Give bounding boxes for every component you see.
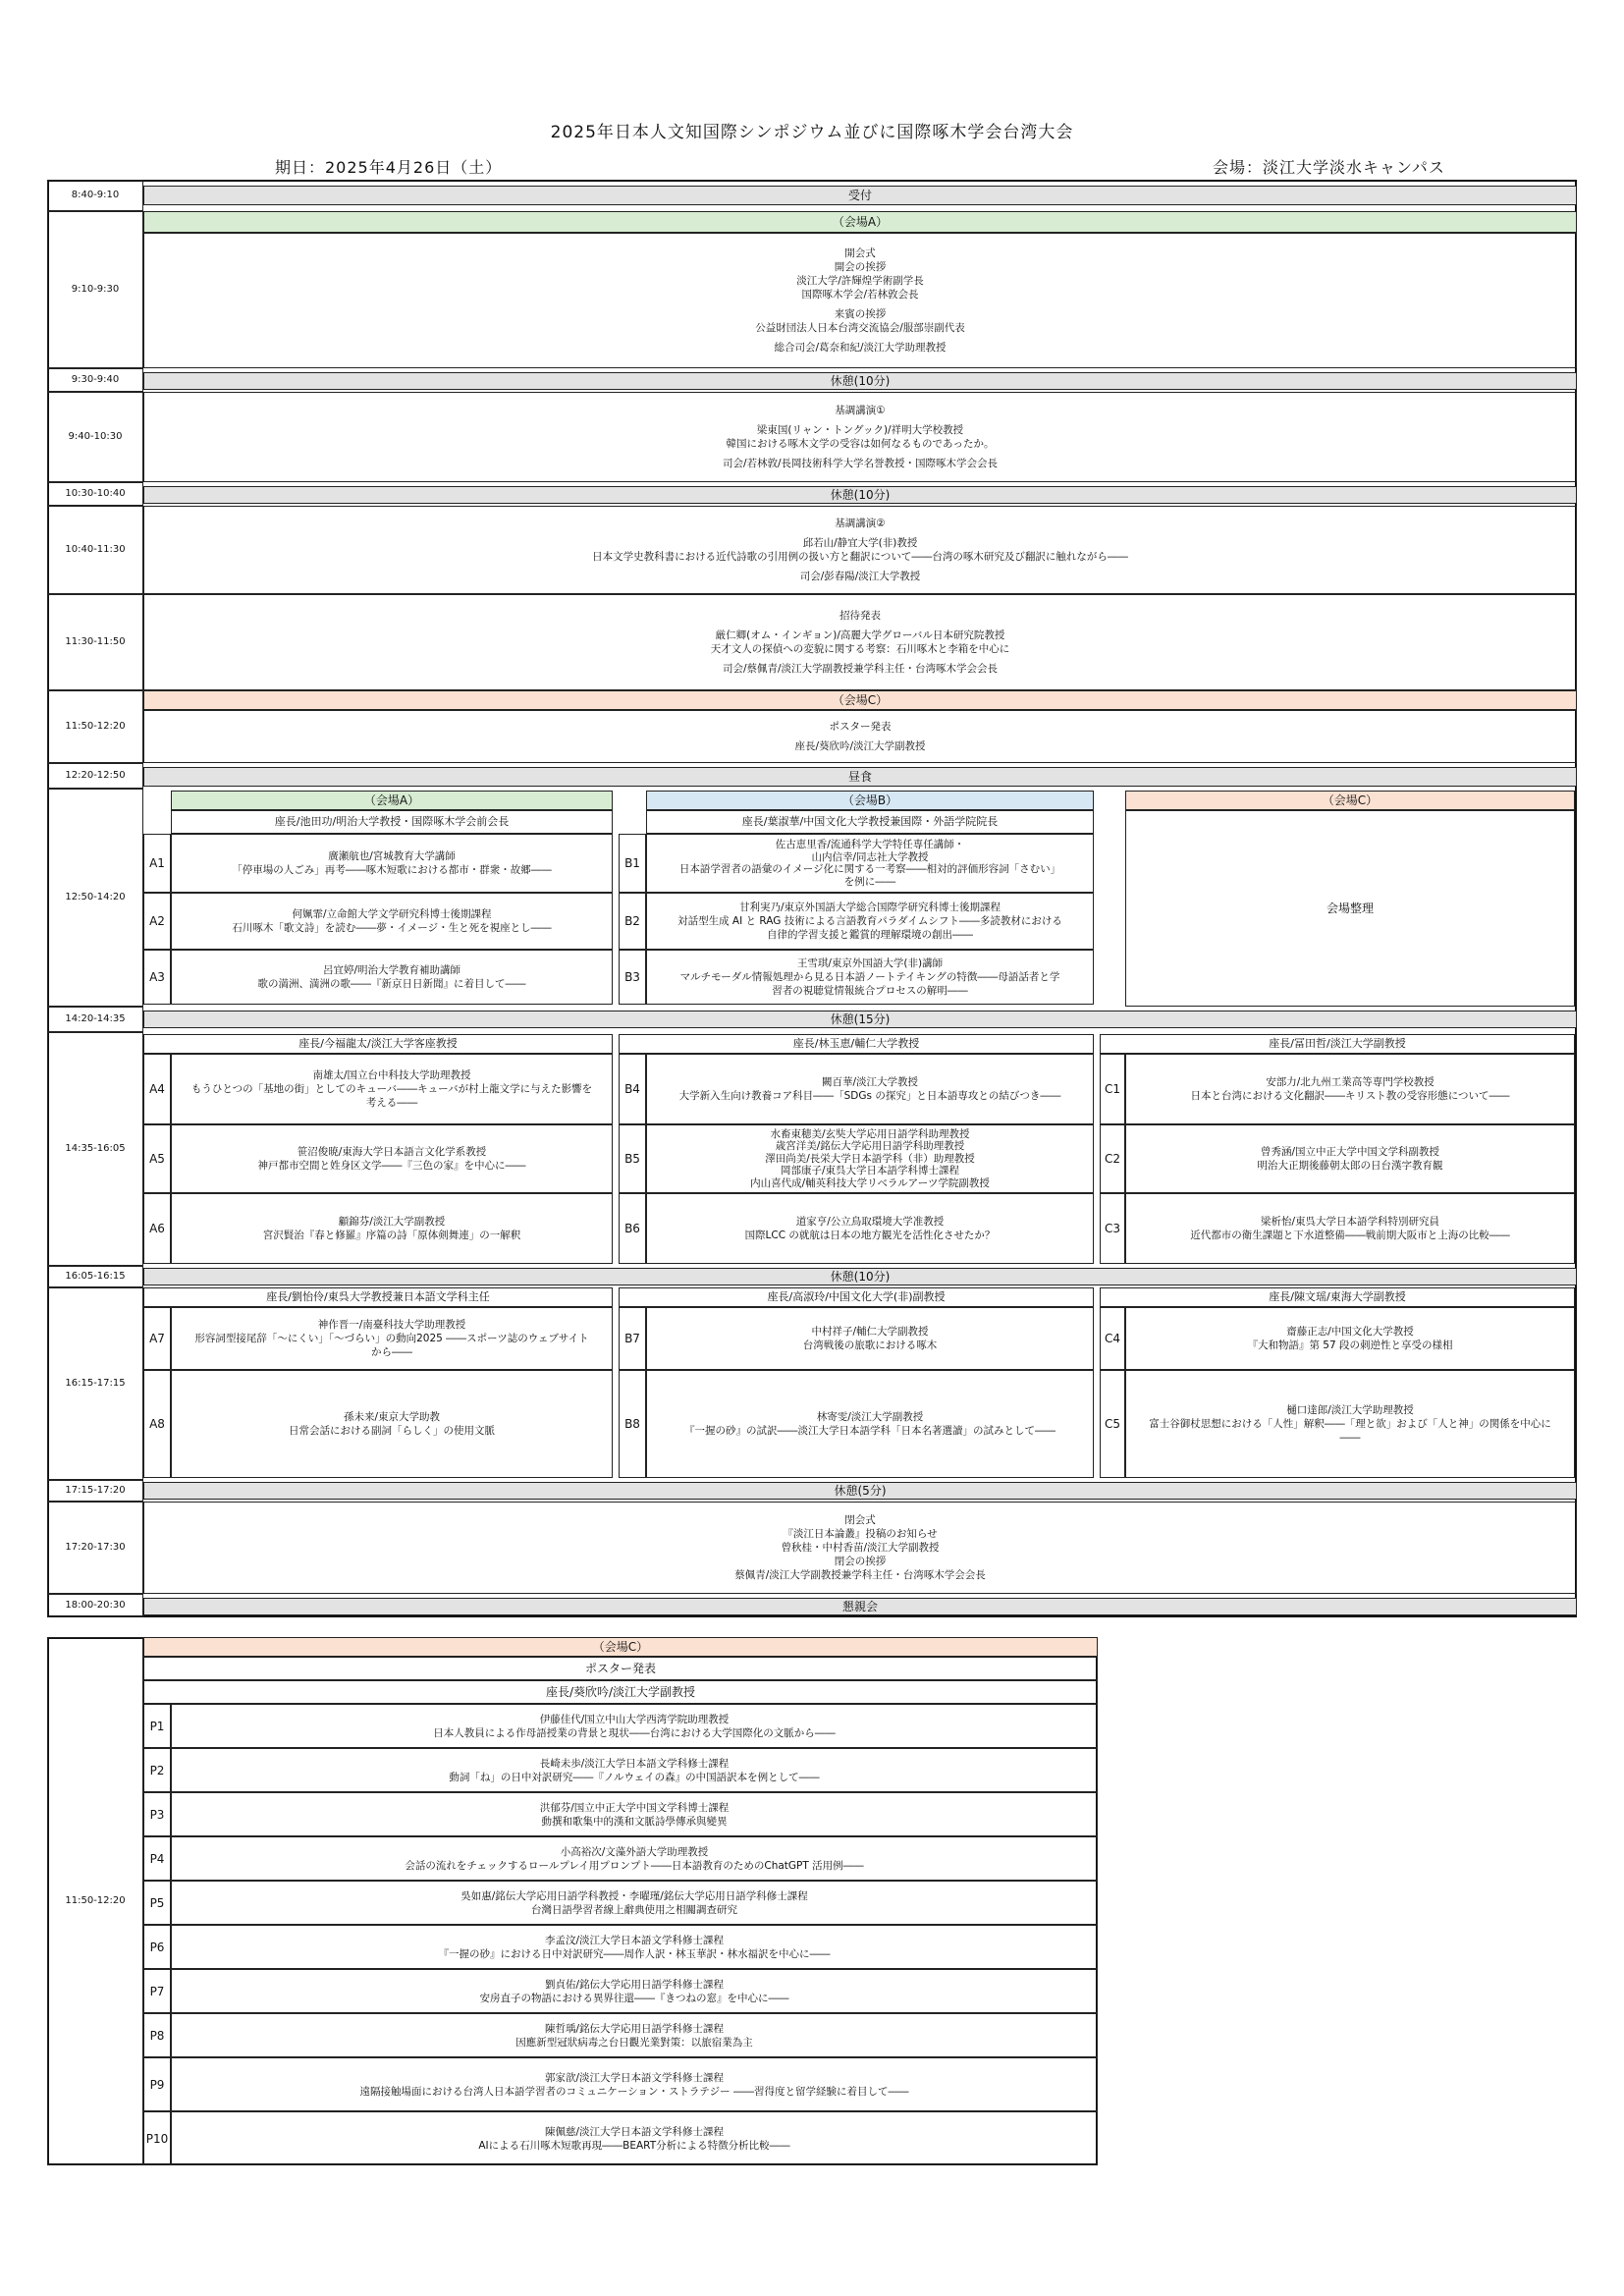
paper-author: 梁析怡/東呉大学日本語学科特別研究員	[1260, 1216, 1440, 1228]
paper-entry	[1125, 1124, 1575, 1193]
poster-entry	[171, 1748, 1098, 1792]
paper-entry	[171, 1054, 613, 1124]
closing-line: 曾秋桂・中村香苗/淡江大学副教授	[781, 1542, 940, 1554]
poster-author: 長崎未歩/淡江大学日本語文学科修士課程	[539, 1757, 730, 1770]
break-row: 休憩(5分)	[143, 1482, 1577, 1500]
paper-entry	[171, 893, 613, 950]
paper-author: 佐古恵里香/流通科学大学特任専任講師・	[775, 839, 965, 850]
session-chair: 座長/葉淑華/中国文化大学教授兼国際・外語学院院長	[646, 810, 1094, 834]
paper-author: 曾秀涵/国立中正大学中国文学科副教授	[1260, 1146, 1440, 1158]
paper-entry	[646, 1054, 1094, 1124]
paper-entry	[171, 1307, 613, 1370]
paper-code: B8	[619, 1370, 646, 1478]
paper-entry	[1125, 1054, 1575, 1124]
poster-topic: 動撰和歌集中的漢和文脈詩學傳承與變異	[541, 1815, 728, 1828]
opening-line: 総合司会/葛奈和紀/淡江大学助理教授	[774, 342, 947, 354]
paper-entry	[646, 834, 1094, 893]
time-cell: 9:30-9:40	[47, 368, 143, 392]
paper-author: 顧錦芬/淡江大学副教授	[338, 1216, 446, 1228]
paper-author: 廣瀬航也/宮城教育大学講師	[328, 850, 456, 862]
poster-code: P7	[143, 1969, 171, 2013]
poster-author: 陳哲瑀/銘伝大学応用日語学科修士課程	[544, 2022, 725, 2035]
paper-code: A2	[143, 893, 171, 950]
paper-author: 何姵霏/立命館大学文学研究科博士後期課程	[292, 908, 492, 920]
paper-entry	[171, 1370, 613, 1478]
paper-code: A8	[143, 1370, 171, 1478]
poster-topic: 安房直子の物語における異界往還――『きつねの窓』を中心に――	[479, 1992, 789, 2004]
poster-code: P8	[143, 2013, 171, 2057]
paper-entry	[171, 1193, 613, 1264]
paper-title: 歌の満洲、満洲の歌――『新京日日新聞』に着目して――	[257, 978, 526, 990]
time-cell: 8:40-9:10	[47, 180, 143, 211]
keynote-1	[143, 392, 1577, 482]
paper-code: C2	[1100, 1124, 1125, 1193]
break-row: 休憩(10分)	[143, 486, 1577, 504]
paper-code: A4	[143, 1054, 171, 1124]
paper-title: 神戸都市空間と姓身区文学――『三色の家』を中心に――	[257, 1160, 526, 1172]
session-chair: 座長/劉怡伶/東呉大学教授兼日本語文学科主任	[143, 1287, 613, 1307]
room-c-header: （会場C）	[1125, 791, 1575, 810]
paper-author: 内山喜代成/輔英科技大学リベラルアーツ学院副教授	[750, 1176, 990, 1189]
paper-code: B7	[619, 1307, 646, 1370]
paper-author: 水畜東穂美/玄奘大学応用日語学科助理教授	[770, 1127, 970, 1140]
poster-author: 陳佩慈/淡江大学日本語文学科修士課程	[544, 2125, 725, 2138]
paper-author: 安部力/北九州工業高等専門学校教授	[1266, 1076, 1435, 1088]
keynote-2	[143, 506, 1577, 594]
poster-topic: 因應新型冠狀病毒之台日觀光業對策：以旅宿業為主	[515, 2036, 753, 2049]
poster-code: P9	[143, 2057, 171, 2111]
keynote-chair: 司会/彭春陽/淡江大学教授	[799, 571, 921, 582]
poster-author: 郭家歆/淡江大学日本語文学科修士課程	[544, 2071, 725, 2084]
poster-chair: 座長/葵欣吟/淡江大学副教授	[143, 1680, 1098, 1704]
paper-entry	[1125, 1370, 1575, 1478]
time-cell: 17:20-17:30	[47, 1502, 143, 1594]
time-cell: 14:20-14:35	[47, 1007, 143, 1032]
time-cell: 10:40-11:30	[47, 506, 143, 594]
paper-author: 闕百華/淡江大学教授	[821, 1076, 919, 1088]
paper-title: 日常会話における副詞「らしく」の使用文脈	[289, 1425, 495, 1437]
paper-entry	[646, 893, 1094, 950]
poster-topic: 日本人教員による作母語授業の背景と現状――台湾における大学国際化の文脈から――	[433, 1726, 836, 1739]
poster-entry	[171, 1925, 1098, 1969]
poster-chair: 座長/葵欣吟/淡江大学副教授	[794, 740, 926, 752]
opening-line: 公益財団法人日本台湾交流協会/服部崇副代表	[755, 322, 965, 334]
paper-author: 岡部康子/東呉大学日本語学科博士課程	[780, 1165, 960, 1177]
poster-author: 洪郁芬/国立中正大学中国文学科博士課程	[539, 1801, 730, 1814]
paper-title: 『大和物語』第 57 段の刺逆性と享受の様相	[1247, 1339, 1453, 1351]
poster-code: P1	[143, 1704, 171, 1748]
paper-author: 樋口達郎/淡江大学助理教授	[1286, 1404, 1414, 1416]
opening-ceremony	[143, 233, 1577, 368]
poster-entry	[171, 1704, 1098, 1748]
paper-title: から――	[371, 1346, 412, 1358]
poster-topic: 動詞「ね」の日中対訳研究――『ノルウェイの森』の中国語訳本を例として――	[449, 1771, 820, 1783]
poster-author: 吳如惠/銘伝大学応用日語学科教授・李曜瑾/銘伝大学応用日語学科修士課程	[460, 1889, 808, 1902]
poster-code: P10	[143, 2111, 171, 2165]
room-a-header: （会場A）	[143, 211, 1577, 233]
paper-title: を例に――	[843, 875, 896, 888]
keynote-title: 基調講演①	[835, 405, 886, 416]
poster-code: P4	[143, 1836, 171, 1881]
paper-author: 呂宜婷/明治大学教育補助講師	[322, 964, 461, 976]
paper-entry	[1125, 1307, 1575, 1370]
opening-line: 国際啄木学会/若林敦会長	[801, 289, 919, 301]
paper-author: 歳宮洋美/銘伝大学応用日語学科助理教授	[775, 1140, 965, 1153]
time-cell: 16:05-16:15	[47, 1266, 143, 1287]
poster-entry	[171, 1881, 1098, 1925]
keynote-chair: 司会/若林敦/長岡技術科学大学名誉教授・国際啄木学会会長	[722, 458, 999, 469]
invited-topic: 天才文人の探偵への変貌に関する考察：石川啄木と李箱を中心に	[710, 643, 1010, 655]
session-chair: 座長/高淑玲/中国文化大学(非)副教授	[619, 1287, 1094, 1307]
poster-topic: 会話の流れをチェックするロールプレイ用プロンプト――日本語教育のためのChatGPT 活用例――	[405, 1859, 864, 1872]
paper-code: B3	[619, 950, 646, 1005]
paper-entry	[646, 1124, 1094, 1193]
closing-line: 『淡江日本論叢』投稿のお知らせ	[783, 1528, 938, 1540]
poster-entry	[171, 1969, 1098, 2013]
paper-code: B2	[619, 893, 646, 950]
paper-code: A5	[143, 1124, 171, 1193]
paper-code: A7	[143, 1307, 171, 1370]
paper-code: C4	[1100, 1307, 1125, 1370]
opening-line: 来賓の挨拶	[834, 308, 887, 320]
room-a-header: （会場A）	[171, 791, 613, 810]
paper-title: 石川啄木「歌文詩」を読む――夢・イメージ・生と死を視座とし――	[232, 922, 552, 934]
poster-code: P5	[143, 1881, 171, 1925]
event-date: 期日：2025年4月26日（土）	[275, 158, 503, 177]
paper-entry	[1125, 1193, 1575, 1264]
invited-title: 招待発表	[839, 610, 881, 622]
invited-talk	[143, 594, 1577, 690]
paper-author: 神作晋一/南臺科技大学助理教授	[317, 1319, 466, 1331]
paper-author: 笹沼俊暁/東海大学日本語言文化学系教授	[297, 1146, 487, 1158]
time-cell: 12:50-14:20	[47, 789, 143, 1007]
paper-code: B4	[619, 1054, 646, 1124]
paper-entry	[646, 1370, 1094, 1478]
paper-title: 形容詞型接尾辞「～にくい」「～づらい」の動向2025 ――スポーツ誌のウェブサイト	[194, 1333, 589, 1344]
keynote-topic: 日本文学史教科書における近代詩歌の引用例の扱い方と翻訳について――台湾の啄木研究及び翻訳に触れながら――	[592, 551, 1128, 563]
paper-code: A3	[143, 950, 171, 1005]
poster-entry	[171, 2111, 1098, 2165]
poster-title: ポスター発表	[143, 1657, 1098, 1680]
poster-topic: AIによる石川啄木短歌再現――BEART分析による特徴分析比較――	[478, 2139, 790, 2152]
paper-code: B6	[619, 1193, 646, 1264]
paper-code: A1	[143, 834, 171, 893]
room-c-note: 会場整理	[1125, 810, 1575, 1007]
paper-title: 近代都市の衛生課題と下水道整備――戦前期大阪市と上海の比較――	[1190, 1230, 1510, 1241]
poster-code: P2	[143, 1748, 171, 1792]
paper-title: 日本語学習者の語彙のイメージ化に関する一考察――相対的評価形容詞「さむい」	[678, 863, 1061, 875]
time-cell: 14:35-16:05	[47, 1032, 143, 1266]
paper-entry	[171, 1124, 613, 1193]
paper-author: 齋藤正志/中国文化大学教授	[1286, 1326, 1414, 1338]
poster-session	[143, 710, 1577, 763]
poster-author: 伊藤佳代/国立中山大学西湾学院助理教授	[539, 1713, 730, 1725]
time-cell: 17:15-17:20	[47, 1480, 143, 1502]
paper-code: C5	[1100, 1370, 1125, 1478]
paper-author: 道家亨/公立鳥取環境大学准教授	[795, 1216, 945, 1228]
room-c-header: （会場C）	[143, 1637, 1098, 1657]
poster-code: P3	[143, 1792, 171, 1836]
closing-line: 蔡佩青/淡江大学副教授兼学科主任・台湾啄木学会会長	[734, 1569, 986, 1581]
keynote-topic: 韓国における啄木文学の受容は如何なるものであったか。	[726, 438, 995, 450]
paper-title: もうひとつの「基地の街」としてのキューバ――キューバが村上龍文学に与えた影響を	[190, 1083, 593, 1095]
break-row: 休憩(10分)	[143, 1268, 1577, 1285]
paper-author: 中村祥子/輔仁大学副教授	[811, 1326, 929, 1338]
paper-title: 「停車場の人ごみ」再考――啄木短歌における都市・群衆・故郷――	[232, 864, 552, 876]
room-c-header: （会場C）	[143, 690, 1577, 710]
paper-title: 大学新入生向け教養コア科目――「SDGs の探究」と日本語専攻との結びつき――	[678, 1090, 1061, 1102]
paper-author: 澤田尚美/長栄大学日本語学科（非）助理教授	[765, 1152, 975, 1165]
paper-title: 国際LCC の就航は日本の地方観光を活性化させたか？	[744, 1230, 996, 1241]
break-row: 休憩(10分)	[143, 372, 1577, 390]
closing-ceremony	[143, 1502, 1577, 1594]
time-cell: 12:20-12:50	[47, 763, 143, 789]
paper-title: マルチモーダル情報処理から見る日本語ノートテイキングの特徴――母語話者と学	[679, 971, 1060, 983]
session-chair: 座長/今福龍太/淡江大学客座教授	[143, 1034, 613, 1054]
poster-author: 李孟汶/淡江大学日本語文学科修士課程	[544, 1934, 725, 1946]
paper-entry	[171, 834, 613, 893]
paper-code: C3	[1100, 1193, 1125, 1264]
break-row: 休憩(15分)	[143, 1011, 1577, 1028]
paper-entry	[646, 1307, 1094, 1370]
poster-title: ポスター発表	[829, 721, 892, 733]
session-chair: 座長/冨田哲/淡江大学副教授	[1100, 1034, 1575, 1054]
keynote-speaker: 梁東国(リャン・トングック)/祥明大学校教授	[756, 424, 964, 436]
poster-entry	[171, 1836, 1098, 1881]
invited-speaker: 厳仁卿(オム・インギョン)/高麗大学グローバル日本研究院教授	[715, 629, 1005, 641]
closing-line: 閉会の挨拶	[834, 1556, 887, 1567]
poster-entry	[171, 2057, 1098, 2111]
invited-chair: 司会/蔡佩青/淡江大学副教授兼学科主任・台湾啄木学会会長	[722, 663, 999, 675]
paper-title: 対話型生成 AI と RAG 技術による言語教育パラダイムシフト――多読教材における	[677, 915, 1062, 927]
poster-topic: 台灣日語學習者線上辭典使用之相關調查研究	[531, 1903, 737, 1916]
opening-line: 淡江大学/許輝煌学術副学長	[796, 275, 924, 287]
paper-title: 『一握の砂』の試訳――淡江大学日本語学科「日本名著選讀」の試みとして――	[684, 1425, 1056, 1437]
reception-row: 受付	[143, 186, 1577, 205]
time-cell: 16:15-17:15	[47, 1287, 143, 1480]
paper-title: 自律的学習支援と鑑賞的理解環境の創出――	[767, 929, 973, 941]
paper-author: 山内信幸/同志社大学教授	[811, 850, 929, 863]
time-cell: 11:50-12:20	[47, 1637, 143, 2165]
paper-code: C1	[1100, 1054, 1125, 1124]
paper-entry	[171, 950, 613, 1005]
time-cell: 11:50-12:20	[47, 690, 143, 763]
keynote-title: 基調講演②	[835, 518, 886, 529]
session-chair: 座長/林玉恵/輔仁大学教授	[619, 1034, 1094, 1054]
poster-author: 小高裕次/文藻外語大学助理教授	[560, 1845, 709, 1858]
paper-author: 南雄太/国立台中科技大学助理教授	[312, 1069, 471, 1081]
paper-entry	[646, 950, 1094, 1005]
paper-title: ――	[1339, 1432, 1361, 1444]
paper-author: 林寄雯/淡江大学副教授	[816, 1411, 924, 1423]
lunch-row: 昼食	[143, 767, 1577, 787]
session-chair: 座長/池田功/明治大学教授・国際啄木学会前会長	[171, 810, 613, 834]
room-b-header: （会場B）	[646, 791, 1094, 810]
paper-title: 考える――	[365, 1097, 418, 1109]
poster-topic: 『一握の砂』における日中対訳研究――周作人訳・林玉華訳・林水福訳を中心に――	[438, 1947, 831, 1960]
paper-title: 宮沢賢治『春と修羅』序篇の詩「原体剣舞連」の一解釈	[262, 1230, 521, 1241]
paper-author: 王雪琪/東京外国語大学(非)講師	[796, 957, 944, 969]
keynote-speaker: 邱若山/静宜大学(非)教授	[802, 537, 918, 549]
paper-entry	[646, 1193, 1094, 1264]
paper-title: 台湾戦後の旅歌における啄木	[802, 1339, 938, 1351]
paper-title: 日本と台湾における文化翻訳――キリスト教の受容形態について――	[1190, 1090, 1510, 1102]
time-cell: 9:40-10:30	[47, 392, 143, 482]
paper-title: 富士谷御杖思想における「人性」解釈――「理と欲」および「人と神」の関係を中心に	[1149, 1418, 1551, 1430]
time-cell: 10:30-10:40	[47, 482, 143, 506]
poster-entry	[171, 1792, 1098, 1836]
time-cell: 9:10-9:30	[47, 211, 143, 368]
opening-line: 開会の挨拶	[834, 261, 887, 273]
poster-code: P6	[143, 1925, 171, 1969]
paper-author: 孫未来/東京大学助教	[343, 1411, 441, 1423]
paper-author: 甘利実乃/東京外国語大学総合国際学研究科博士後期課程	[738, 902, 1001, 913]
paper-code: A6	[143, 1193, 171, 1264]
paper-code: B5	[619, 1124, 646, 1193]
time-cell: 18:00-20:30	[47, 1594, 143, 1617]
poster-topic: 遠隔接触場面における台湾人日本語学習者のコミュニケーション・ストラテジー ――習得度と留学経験に着目して――	[359, 2085, 909, 2098]
time-cell: 11:30-11:50	[47, 594, 143, 690]
banquet-row: 懇親会	[143, 1598, 1577, 1615]
event-venue: 会場：淡江大学淡水キャンパス	[1213, 158, 1445, 177]
session-chair: 座長/陳文瑶/東海大学副教授	[1100, 1287, 1575, 1307]
page-title: 2025年日本人文知国際シンポジウム並びに国際啄木学会台湾大会	[550, 123, 1074, 142]
poster-entry	[171, 2013, 1098, 2057]
poster-author: 劉貞佑/銘伝大学応用日語学科修士課程	[544, 1978, 725, 1991]
paper-title: 明治大正期後藤朝太郎の日台漢字教育観	[1257, 1160, 1443, 1172]
paper-code: B1	[619, 834, 646, 893]
opening-line: 開会式	[844, 247, 876, 259]
closing-line: 閉会式	[844, 1514, 876, 1526]
paper-title: 習者の視聴覚情報統合プロセスの解明――	[772, 985, 968, 997]
